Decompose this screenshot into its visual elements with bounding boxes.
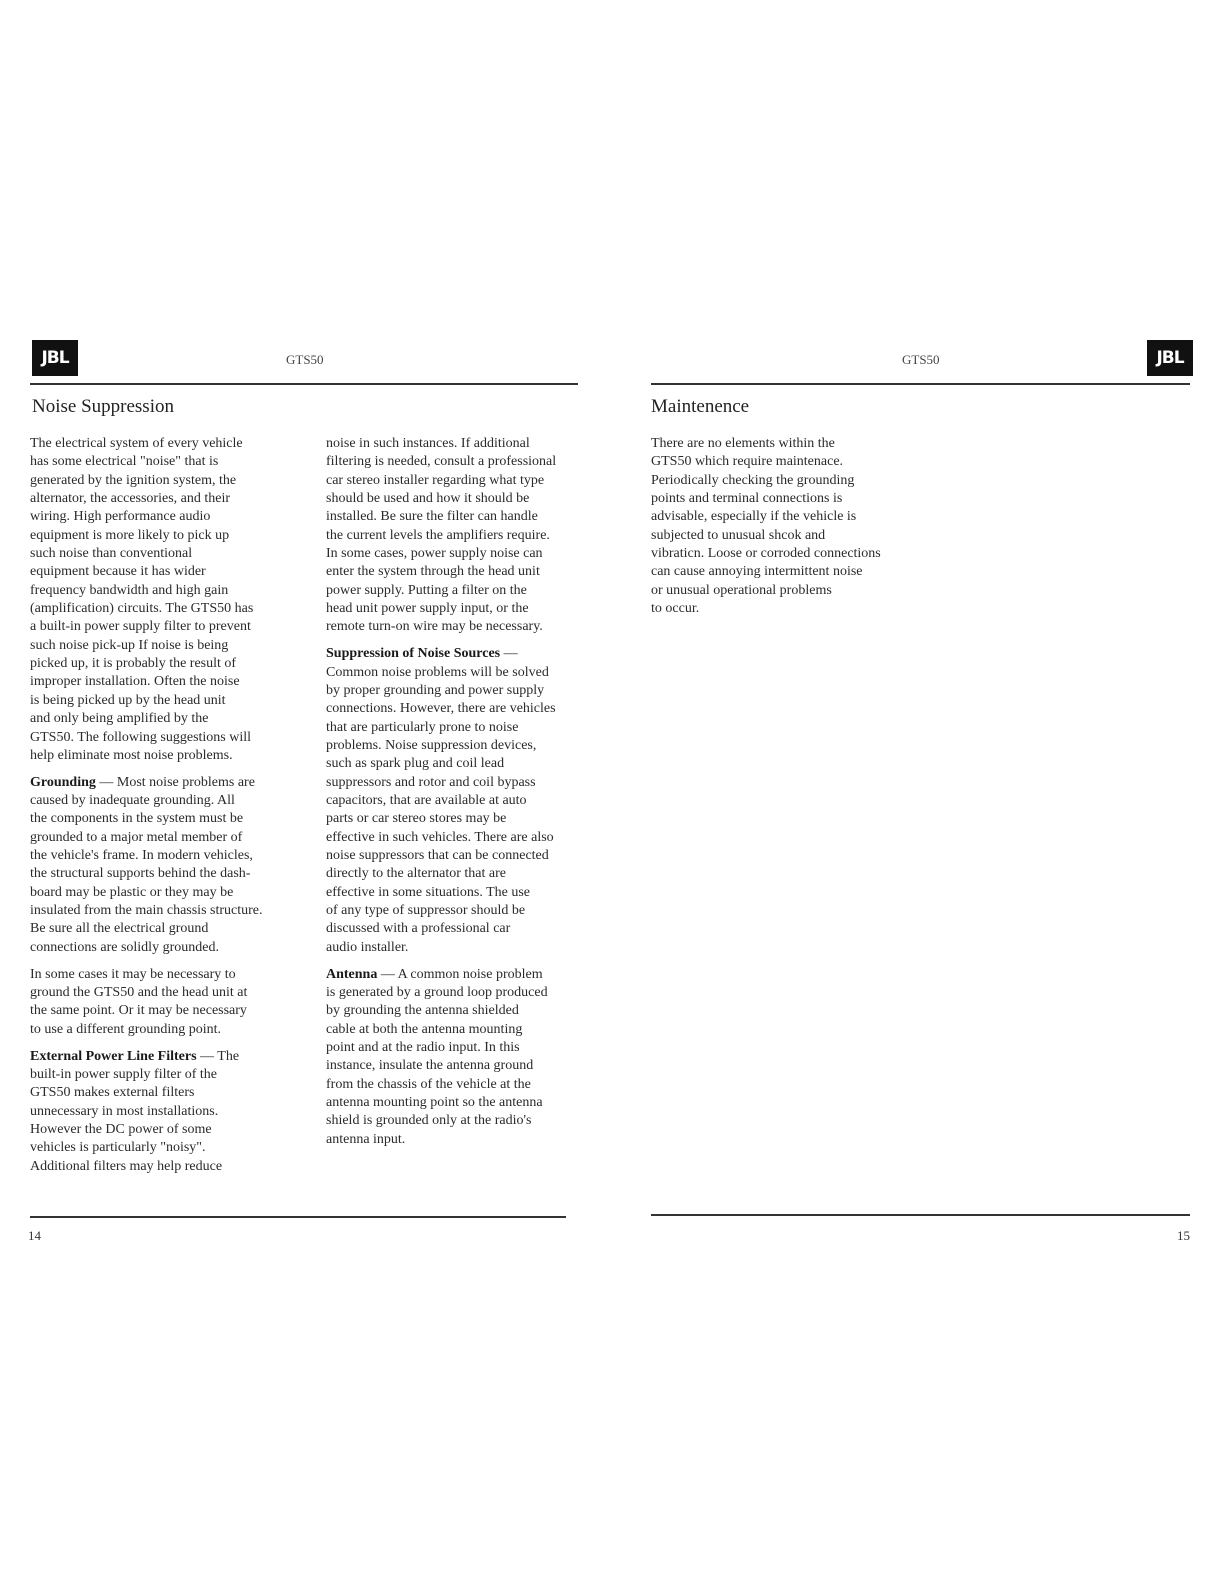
line-text: effective in some situations. The use	[326, 884, 530, 900]
line-text: enter the system through the head unit	[326, 564, 540, 580]
line-text: connections. However, there are vehicles	[326, 701, 556, 717]
text-line	[30, 792, 263, 810]
paragraph	[30, 1048, 263, 1176]
header-rule	[651, 383, 1190, 385]
text-line	[30, 829, 263, 847]
line-text: has some electrical "noise" that is	[30, 454, 219, 470]
text-line	[326, 774, 556, 792]
line-text: insulated from the main chassis structure.	[30, 903, 263, 919]
text-line	[30, 1066, 263, 1084]
text-line	[326, 472, 556, 490]
text-line	[30, 1084, 263, 1102]
paragraph	[30, 774, 263, 957]
text-line	[326, 1076, 556, 1094]
line-text: such as spark plug and coil lead	[326, 756, 505, 772]
text-line	[651, 527, 881, 545]
text-line	[30, 902, 263, 920]
text-line	[30, 472, 263, 490]
line-text: should be used and how it should be	[326, 491, 530, 507]
line-text: — Most noise problems are	[95, 774, 255, 790]
text-line	[651, 453, 881, 471]
line-text: by grounding the antenna shielded	[326, 1003, 519, 1019]
footer-rule	[30, 1216, 566, 1218]
text-line	[326, 755, 556, 773]
model-header: GTS50	[286, 352, 324, 367]
page-number: 15	[1177, 1228, 1190, 1243]
text-line	[30, 673, 263, 691]
text-line	[326, 984, 556, 1002]
line-text: the current levels the amplifiers require.	[326, 527, 550, 543]
text-line	[326, 490, 556, 508]
text-line	[30, 810, 263, 828]
line-text: GTS50 makes external filters	[30, 1085, 195, 1101]
text-line	[326, 810, 556, 828]
line-text: head unit power supply input, or the	[326, 601, 529, 617]
line-text: In some cases, power supply noise can	[326, 546, 543, 562]
line-text: improper installation. Often the noise	[30, 674, 240, 690]
text-line	[30, 1048, 263, 1066]
line-text: points and terminal connections is	[651, 491, 843, 507]
line-text: equipment is more likely to pick up	[30, 527, 230, 543]
line-text: antenna mounting point so the antenna	[326, 1095, 543, 1111]
text-line	[326, 563, 556, 581]
text-line	[326, 508, 556, 526]
line-text: In some cases it may be necessary to	[30, 966, 236, 982]
page-title: Noise Suppression	[32, 396, 174, 417]
line-text: vehicles is particularly "noisy".	[30, 1140, 206, 1156]
text-line	[30, 637, 263, 655]
line-text: filtering is needed, consult a professional	[326, 454, 557, 470]
text-line	[30, 774, 263, 792]
text-line	[30, 435, 263, 453]
text-line	[326, 682, 556, 700]
line-text: to use a different grounding point.	[30, 1021, 222, 1037]
text-line	[651, 435, 881, 453]
text-line	[30, 1103, 263, 1121]
line-text: built-in power supply filter of the	[30, 1066, 218, 1082]
text-line	[326, 700, 556, 718]
text-line	[326, 582, 556, 600]
line-text: is being picked up by the head unit	[30, 692, 226, 708]
line-text: (amplification) circuits. The GTS50 has	[30, 601, 254, 617]
page-number: 14	[28, 1228, 41, 1243]
line-text: Common noise problems will be solved	[326, 664, 549, 680]
text-line	[651, 600, 881, 618]
line-text: grounded to a major metal member of	[30, 829, 243, 845]
line-text: GTS50 which require maintenace.	[651, 454, 844, 470]
run-in-heading: External Power Line Filters	[30, 1048, 197, 1064]
line-text: the structural supports behind the dash-	[30, 866, 251, 882]
line-text: subjected to unusual shcok and	[651, 527, 826, 543]
text-line	[30, 545, 263, 563]
line-text: Be sure all the electrical ground	[30, 921, 209, 937]
line-text: caused by inadequate grounding. All	[30, 793, 235, 809]
text-line	[326, 847, 556, 865]
text-line	[326, 884, 556, 902]
line-text: advisable, especially if the vehicle is	[651, 509, 857, 525]
line-text: board may be plastic or they may be	[30, 884, 234, 900]
text-line	[30, 939, 263, 957]
line-text: of any type of suppressor should be	[326, 903, 526, 919]
line-text: equipment because it has wider	[30, 564, 206, 580]
text-line	[326, 966, 556, 984]
text-line	[326, 664, 556, 682]
line-text: GTS50. The following suggestions will	[30, 729, 252, 745]
page-title: Maintenence	[651, 396, 750, 417]
text-line	[326, 1112, 556, 1130]
text-line	[651, 508, 881, 526]
text-line	[30, 527, 263, 545]
text-line	[30, 847, 263, 865]
line-text: instance, insulate the antenna ground	[326, 1058, 534, 1074]
text-line	[651, 490, 881, 508]
text-line	[326, 1131, 556, 1149]
line-text: that are particularly prone to noise	[326, 719, 519, 735]
text-line	[326, 829, 556, 847]
text-line	[30, 563, 263, 581]
text-line	[30, 600, 263, 618]
text-line	[30, 729, 263, 747]
line-text: effective in such vehicles. There are also	[326, 829, 554, 845]
text-line	[30, 1121, 263, 1139]
footer-rule	[651, 1214, 1190, 1216]
text-line	[30, 966, 263, 984]
line-text: directly to the alternator that are	[326, 866, 506, 882]
line-text: help eliminate most noise problems.	[30, 747, 233, 763]
paragraph	[326, 645, 556, 957]
text-line	[30, 710, 263, 728]
text-line	[651, 545, 881, 563]
text-line	[326, 1057, 556, 1075]
text-line	[651, 472, 881, 490]
text-line	[326, 920, 556, 938]
text-line	[30, 747, 263, 765]
text-line	[326, 865, 556, 883]
line-text: the components in the system must be	[30, 811, 244, 827]
text-line	[30, 884, 263, 902]
line-text: audio installer.	[326, 939, 409, 955]
text-line	[326, 1039, 556, 1057]
text-line	[326, 1021, 556, 1039]
line-text: such noise than conventional	[30, 546, 193, 562]
line-text: can cause annoying intermittent noise	[651, 564, 863, 580]
line-text: discussed with a professional car	[326, 921, 511, 937]
text-line	[30, 508, 263, 526]
paragraph	[326, 966, 556, 1149]
text-line	[30, 984, 263, 1002]
text-line	[30, 453, 263, 471]
line-text: a built-in power supply filter to prevent	[30, 619, 251, 635]
text-line	[30, 1139, 263, 1157]
line-text: such noise pick-up If noise is being	[30, 637, 229, 653]
run-in-heading: Suppression of Noise Sources	[326, 646, 501, 662]
line-text: vibraticn. Loose or corroded connections	[651, 546, 881, 562]
text-line	[326, 1094, 556, 1112]
line-text: cable at both the antenna mounting	[326, 1021, 523, 1037]
line-text: wiring. High performance audio	[30, 509, 211, 525]
model-header: GTS50	[902, 352, 940, 367]
text-line	[326, 618, 556, 636]
line-text: is generated by a ground loop produced	[326, 984, 548, 1000]
line-text: picked up, it is probably the result of	[30, 656, 237, 672]
line-text: ground the GTS50 and the head unit at	[30, 984, 248, 1000]
line-text: problems. Noise suppression devices,	[326, 738, 537, 753]
text-line	[326, 453, 556, 471]
line-text: Additional filters may help reduce	[30, 1158, 223, 1174]
text-line	[326, 737, 556, 755]
line-text: installed. Be sure the filter can handle	[326, 509, 538, 525]
header-rule	[30, 383, 578, 385]
text-line	[326, 719, 556, 737]
line-text: There are no elements within the	[651, 436, 835, 451]
line-text: Periodically checking the grounding	[651, 472, 855, 488]
line-text: antenna input.	[326, 1131, 406, 1147]
text-line	[30, 618, 263, 636]
line-text: the same point. Or it may be necessary	[30, 1003, 247, 1019]
text-line	[651, 582, 881, 600]
text-line	[30, 692, 263, 710]
line-text: However the DC power of some	[30, 1121, 212, 1137]
line-text: noise suppressors that can be connected	[326, 848, 549, 864]
run-in-heading: Grounding	[30, 774, 96, 790]
line-text: unnecessary in most installations.	[30, 1103, 219, 1119]
line-text: capacitors, that are available at auto	[326, 793, 527, 809]
text-line	[651, 563, 881, 581]
line-text: shield is grounded only at the radio's	[326, 1113, 532, 1129]
line-text: car stereo installer regarding what type	[326, 472, 545, 488]
text-line	[326, 1002, 556, 1020]
line-text: to occur.	[651, 601, 700, 617]
text-line	[30, 582, 263, 600]
line-text: — A common noise problem	[377, 966, 543, 982]
text-column	[651, 435, 881, 627]
line-text: point and at the radio input. In this	[326, 1040, 520, 1055]
text-column	[30, 435, 263, 1184]
line-text: noise in such instances. If additional	[326, 436, 530, 451]
line-text: — The	[196, 1048, 240, 1064]
line-text: parts or car stereo stores may be	[326, 811, 507, 827]
paragraph	[30, 435, 263, 765]
run-in-heading: Antenna	[326, 966, 378, 982]
text-line	[30, 1158, 263, 1176]
text-line	[326, 600, 556, 618]
text-line	[326, 435, 556, 453]
text-line	[326, 645, 556, 663]
line-text: the vehicle's frame. In modern vehicles,	[30, 848, 253, 864]
line-text: by proper grounding and power supply	[326, 682, 545, 698]
text-line	[326, 792, 556, 810]
paragraph	[326, 435, 556, 637]
line-text: or unusual operational problems	[651, 582, 832, 598]
line-text: and only being amplified by the	[30, 711, 209, 727]
text-line	[326, 939, 556, 957]
line-text: remote turn-on wire may be necessary.	[326, 619, 543, 635]
line-text: connections are solidly grounded.	[30, 939, 219, 955]
paragraph	[651, 435, 881, 618]
line-text: frequency bandwidth and high gain	[30, 582, 229, 598]
line-text: —	[500, 646, 518, 662]
text-line	[30, 1021, 263, 1039]
text-line	[30, 1002, 263, 1020]
line-text: generated by the ignition system, the	[30, 472, 237, 488]
line-text: from the chassis of the vehicle at the	[326, 1076, 531, 1092]
text-column	[326, 435, 556, 1158]
text-line	[30, 490, 263, 508]
text-line	[30, 920, 263, 938]
line-text: alternator, the accessories, and their	[30, 491, 231, 507]
text-line	[326, 902, 556, 920]
jbl-logo: JBL	[32, 340, 78, 376]
jbl-logo: JBL	[1147, 340, 1193, 376]
text-line	[30, 865, 263, 883]
paragraph	[30, 966, 263, 1039]
text-line	[30, 655, 263, 673]
line-text: The electrical system of every vehicle	[30, 436, 243, 451]
line-text: power supply. Putting a filter on the	[326, 582, 527, 598]
text-line	[326, 545, 556, 563]
line-text: suppressors and rotor and coil bypass	[326, 774, 536, 790]
text-line	[326, 527, 556, 545]
